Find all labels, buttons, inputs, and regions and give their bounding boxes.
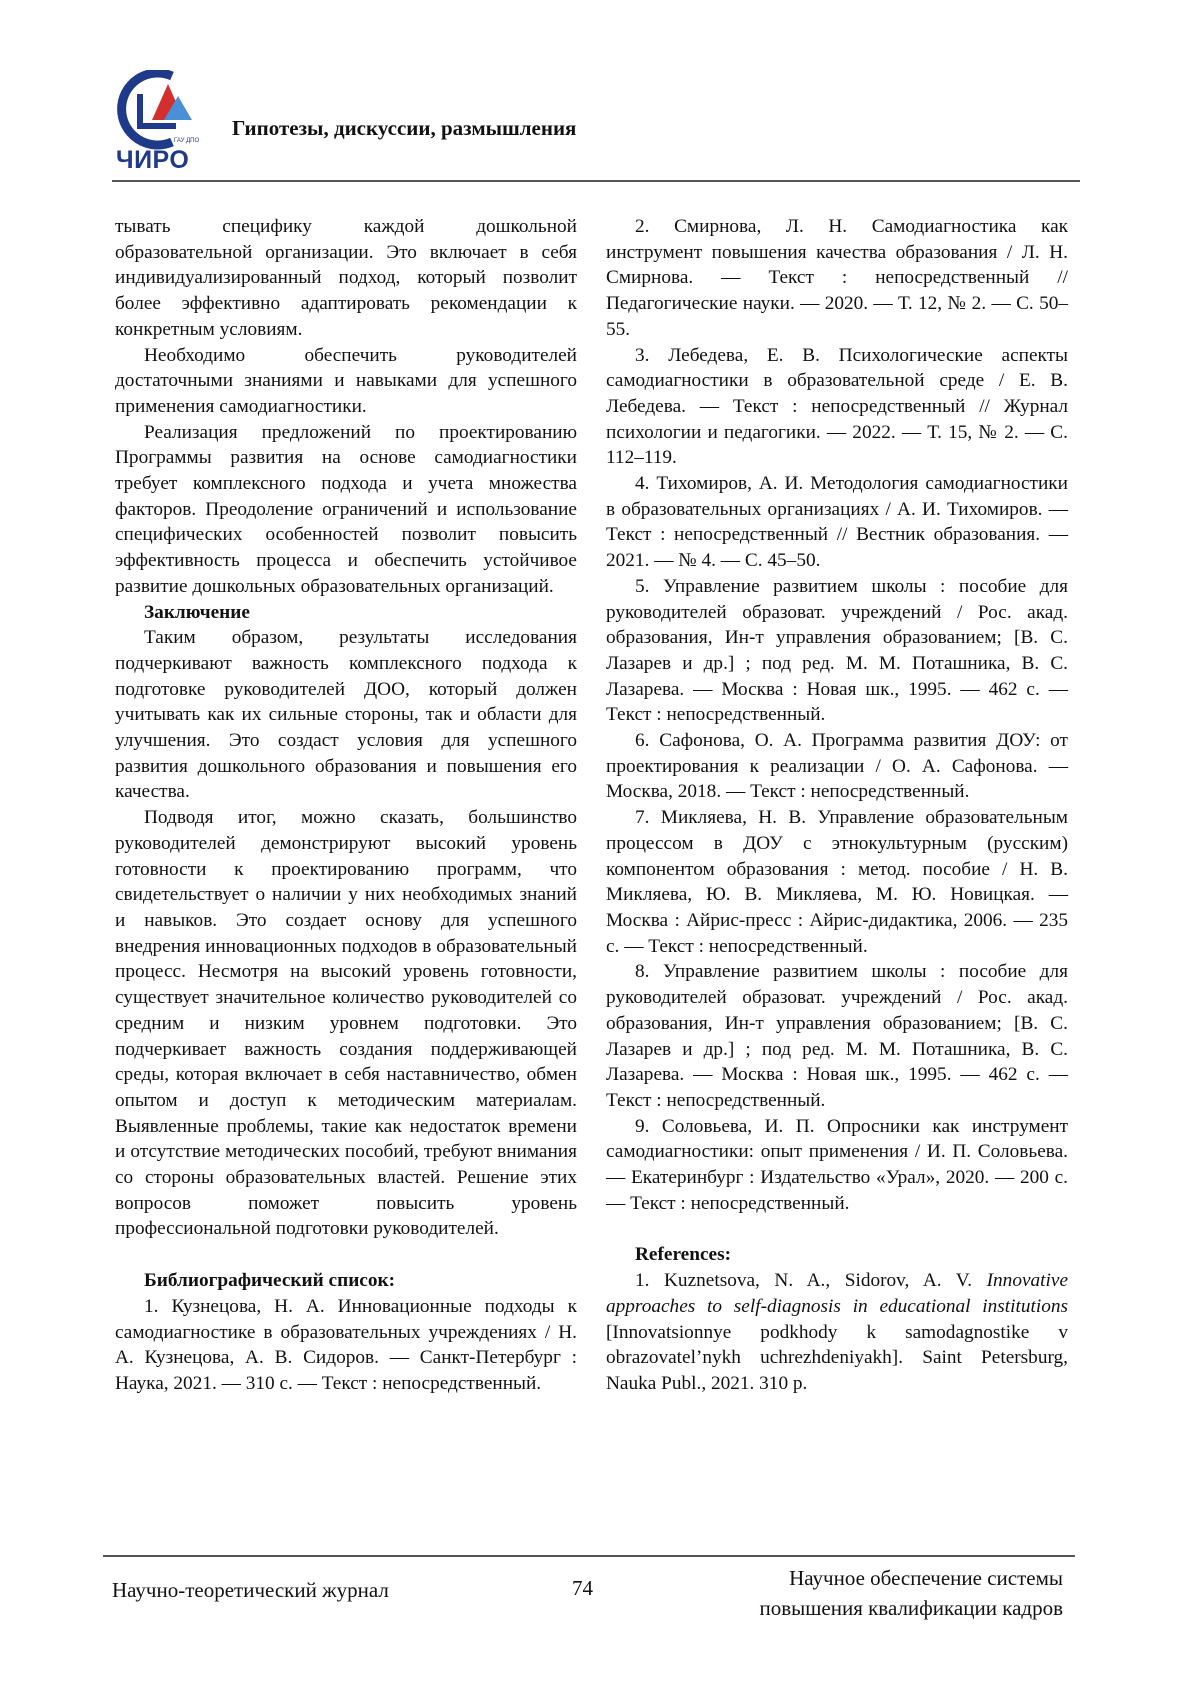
reference-item: 4. Тихомиров, А. И. Методология самодиагностики в образовательных организациях / А. И. Тихомиров. — Текст : непосредственный // Вестник образования. — 2021. — № 4. — С. 45–50.: [606, 473, 1068, 572]
logo-text: ЧИРО: [116, 146, 190, 174]
reference-item: 3. Лебедева, Е. В. Психологические аспекты самодиагностики в образовательной среде / Е. В. Лебедева. — Текст : непосредственный // Журнал психологии и педагогики. — 2022. — Т. 15, № 2. — С. 112–119.: [606, 344, 1068, 469]
paragraph: Подводя итог, можно сказать, большинство руководителей демонстрируют высокий уровень готовности к проектированию программ, что свидетельствует о наличии у них необходимых знаний и навыков. Это создает основу для успешного внедрения инновационных подходов в образовательный процесс. Несмотря на высокий уровень готовности, существует значительное количество руководителей со средним и низким уровнем подготовки. Это подчеркивает важность создания поддерживающей среды, которая включает в себя наставничество, обмен опытом и доступ к методическим материалам. Выявленные проблемы, такие как недостаток времени и отсутствие методических пособий, требуют внимания со стороны образовательных властей. Решение этих вопросов поможет повысить уровень профессиональной подготовки руководителей.: [115, 807, 577, 1240]
header-divider: [112, 180, 1080, 182]
page-number: 74: [572, 1576, 593, 1600]
reference-item: 9. Соловьева, И. П. Опросники как инструмент самодиагностики: опыт применения / И. П. Соловьева. — Екатеринбург : Издательство «Урал», 2020. — 200 с. — Текст : непосредственный.: [606, 1115, 1068, 1214]
reference-item: 7. Микляева, Н. В. Управление образовательным процессом в ДОУ с этнокультурным (русским) компонентом образования : метод. пособие / Н. В. Микляева, Ю. В. Микляева, М. Ю. Новицкая. — Москва : Айрис-пресс : Айрис-дидактика, 2006. — 235 с. — Текст : непосредственный.: [606, 807, 1068, 957]
reference-item: 2. Смирнова, Л. Н. Самодиагностика как инструмент повышения качества образования / Л. Н. Смирнова. — Текст : непосредственный // Педагогические науки. — 2020. — Т. 12, № 2. — С. 50–55.: [606, 216, 1068, 340]
reference-item-en: [606, 1268, 1068, 1397]
journal-title-line2: повышения квалификации кадров: [759, 1596, 1063, 1620]
reference-item: 1. Кузнецова, Н. А. Инновационные подходы к самодиагностике в образовательных учреждениях / Н. А. Кузнецова, А. В. Сидоров. — Санкт-Петербург : Наука, 2021. — 310 с. — Текст : непосредственный.: [115, 1295, 577, 1394]
ref-authors: 1. Kuznetsova, N. A., Sidorov, A. V.: [635, 1270, 987, 1292]
section-title: Гипотезы, дискуссии, размышления: [232, 116, 577, 140]
ref-title: Innovative approaches to self-diagnosis in educational institutions: [606, 1270, 1068, 1317]
reference-item: 5. Управление развитием школы : пособие для руководителей образоват. учреждений / Рос. акад. образования, Ин-т управления образованием; [В. С. Лазарев и др.] ; под ред. М. М. Поташника, В. С. Лазарева. — Москва : Новая шк., 1995. — 462 с. — Текст : непосредственный.: [606, 575, 1068, 726]
left-column: [115, 214, 577, 1397]
right-column: [606, 214, 1068, 1397]
journal-type: Научно-теоретический журнал: [112, 1578, 389, 1602]
ref-details: [Innovatsionnye podkhody k samodagnostike v obrazovatel’nykh uchrezhdeniyakh]. Saint Petersburg, Nauka Publ., 2021. 310 p.: [606, 1321, 1068, 1394]
logo-subtitle: ГАУ ДПО: [174, 138, 200, 144]
reference-item: 8. Управление развитием школы : пособие для руководителей образоват. учреждений / Рос. акад. образования, Ин-т управления образованием; [В. С. Лазарев и др.] ; под ред. М. М. Поташника, В. С. Лазарева. — Москва : Новая шк., 1995. — 462 с. — Текст : непосредственный.: [606, 961, 1068, 1111]
chiro-logo: [112, 70, 202, 174]
journal-title-line1: Научное обеспечение системы: [789, 1566, 1063, 1590]
journal-title: [759, 1563, 1063, 1623]
paragraph: Необходимо обеспечить руководителей достаточными знаниями и навыками для успешного применения самодиагностики.: [115, 344, 577, 417]
paragraph: Таким образом, результаты исследования подчеркивают важность комплексного подхода к подготовке руководителей ДОО, который должен учитывать как их сильные стороны, так и области для улучшения. Это создаст условия для успешного развития дошкольного образования и повышения его качества.: [115, 627, 577, 803]
bibliography-heading: Библиографический список:: [144, 1270, 396, 1292]
paragraph: тывать специфику каждой дошкольной образовательной организации. Это включает в себя индивидуализированный подход, который позволит более эффективно адаптировать рекомендации к конкретным условиям.: [115, 216, 577, 340]
conclusion-heading: Заключение: [144, 601, 250, 623]
page-header: [112, 70, 1080, 182]
paragraph: Реализация предложений по проектированию Программы развития на основе самодиагностики требует комплексного подхода и учета множества факторов. Преодоление ограничений и использование специфических особенностей позволит повысить эффективность процесса и обеспечить устойчивое развитие дошкольных образовательных организаций.: [115, 421, 577, 597]
references-heading: References:: [635, 1244, 731, 1266]
reference-item: 6. Сафонова, О. А. Программа развития ДОУ: от проектирования к реализации / О. А. Сафонова. — Москва, 2018. — Текст : непосредственный.: [606, 730, 1068, 803]
footer-divider: [103, 1555, 1075, 1557]
